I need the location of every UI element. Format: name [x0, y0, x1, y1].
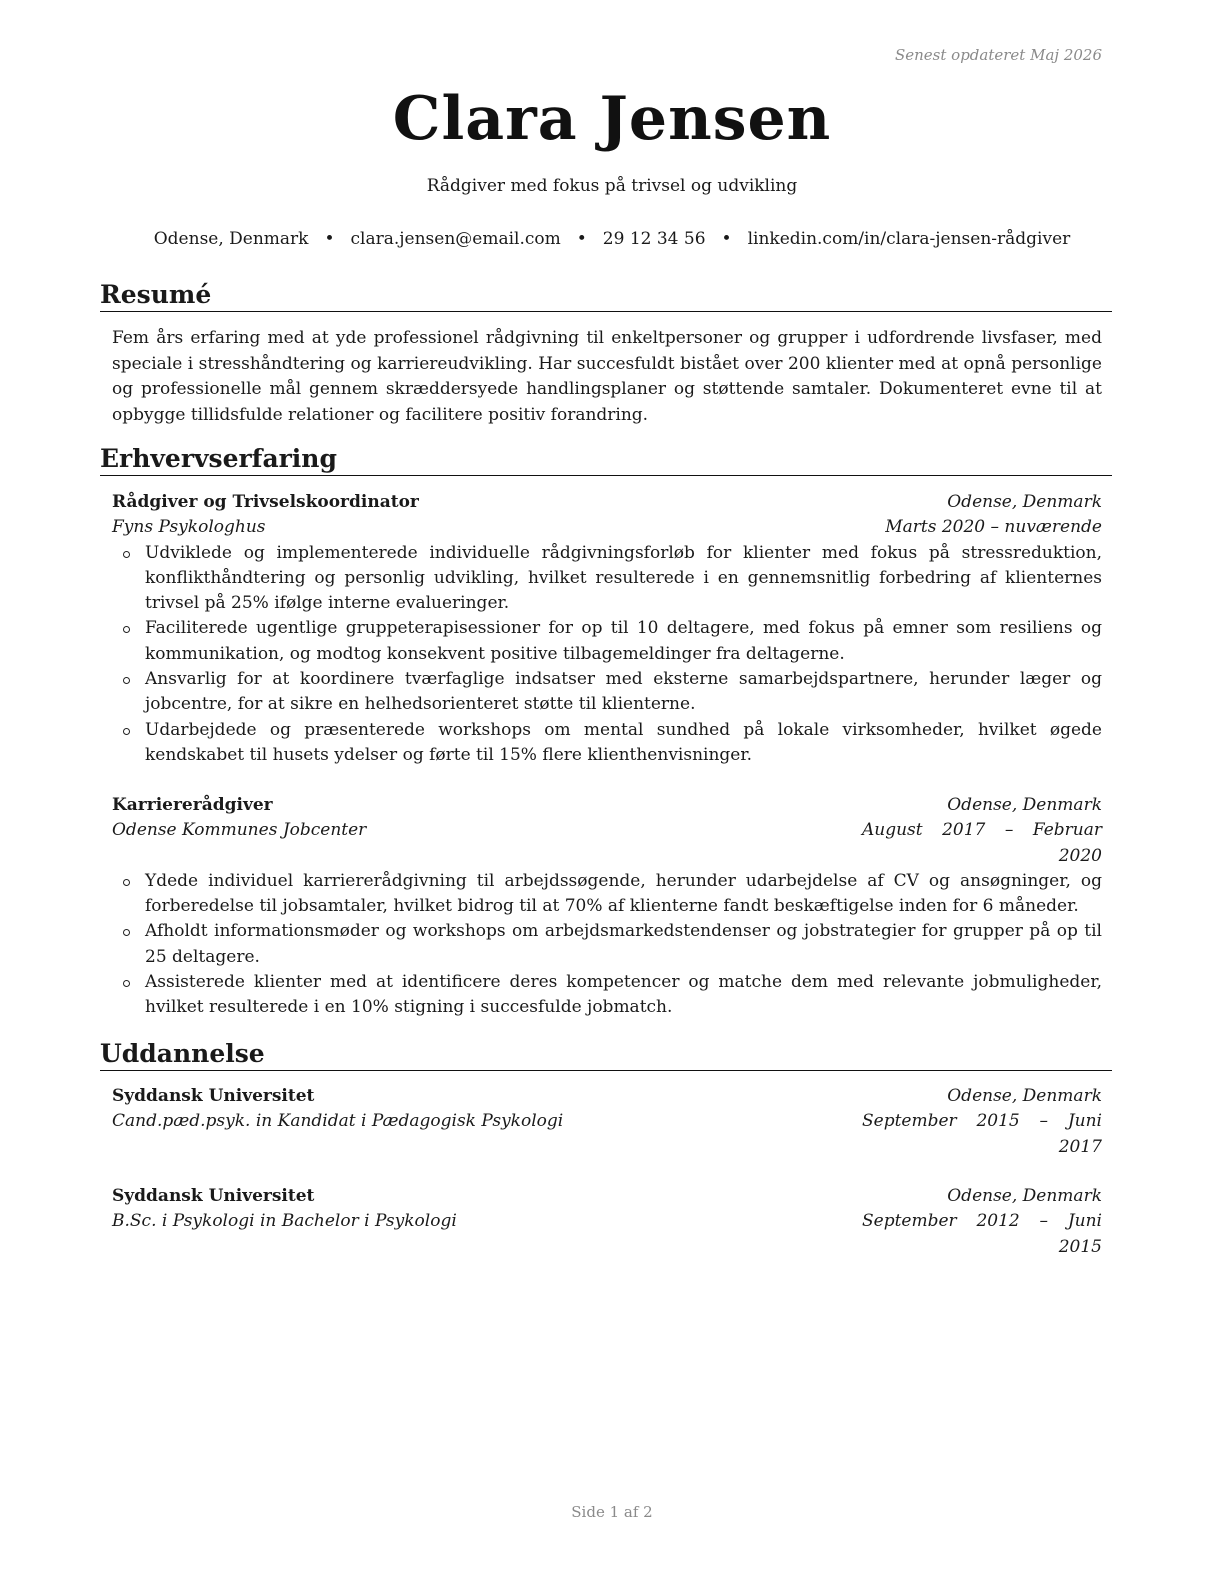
school-location: Odense, Denmark	[947, 1086, 1102, 1106]
candidate-tagline: Rådgiver med fokus på trivsel og udvikling	[426, 176, 798, 196]
education-dates: September 2015 – Juni 2017	[862, 1111, 1102, 1157]
job-bullet-text: Ydede individuel karriererådgivning til arbejdssøgende, herunder udarbejdelse af CV og ansøgninger, og forberedelse til jobsamtaler, hvilket bidrog til at 70% af klienterne fandt beskæftigelse inden for 6 måneder.	[145, 870, 1102, 917]
bullet-circle-icon	[123, 551, 130, 558]
page-number: Side 1 af 2	[571, 1503, 653, 1521]
education-entry	[112, 1184, 1102, 1260]
bullet-circle-icon	[123, 879, 130, 886]
job-bullet	[112, 541, 1102, 617]
job-location: Odense, Denmark	[947, 492, 1102, 512]
job-company: Odense Kommunes Jobcenter	[112, 820, 367, 841]
bullet-circle-icon	[123, 626, 130, 633]
education-dates: September 2012 – Juni 2015	[862, 1211, 1102, 1257]
job-bullet-text: Afholdt informationsmøder og workshops om arbejdsmarkedstendenser og jobstrategier for grupper på op til 25 deltagere.	[145, 921, 1102, 967]
job-title: Karriererådgiver	[112, 795, 273, 815]
last-updated-note: Senest opdateret Maj 2026	[894, 46, 1102, 64]
job-bullet	[112, 718, 1102, 769]
contact-phone: 29 12 34 56	[602, 229, 706, 249]
job-bullet	[112, 919, 1102, 970]
bullet-circle-icon	[123, 728, 130, 735]
section-title-education: Uddannelse	[100, 1039, 1112, 1071]
contact-linkedin[interactable]: linkedin.com/in/clara-jensen-rådgiver	[747, 229, 1071, 249]
section-title-experience: Erhvervserfaring	[100, 444, 1112, 476]
job-bullet-text: Udarbejdede og præsenterede workshops om mental sundhed på lokale virksomheder, hvilket øgede kendskabet til husets ydelser og førte til 15% flere klienthenvisninger.	[145, 719, 1102, 765]
job-dates: August 2017 – Februar 2020	[862, 820, 1102, 866]
school-location: Odense, Denmark	[947, 1186, 1102, 1206]
job-bullet	[112, 616, 1102, 667]
bullet-circle-icon	[123, 980, 130, 987]
job-company: Fyns Psykologhus	[112, 517, 266, 538]
summary-text: Fem års erfaring med at yde professionel rådgivning til enkeltpersoner og grupper i udfordrende livsfaser, med speciale i stresshåndtering og karriereudvikling. Har succesfuldt bistået over 200 klienter med at opnå personlige og professionelle mål gennem skræddersyede handlingsplaner og støttende samtaler. Dokumenteret evne til at opbygge tillidsfulde relationer og facilitere positiv forandring.	[112, 328, 1102, 425]
job-bullet-text: Faciliterede ugentlige gruppeterapisessioner for op til 10 deltagere, med fokus på emner som resiliens og kommunikation, og modtog konsekvent positive tilbagemeldinger fra deltagerne.	[145, 618, 1102, 664]
school-name: Syddansk Universitet	[112, 1086, 315, 1106]
experience-entry	[112, 490, 1102, 768]
job-location: Odense, Denmark	[947, 795, 1102, 815]
job-bullet-text: Ansvarlig for at koordinere tværfaglige indsatser med eksterne samarbejdspartnere, herunder læger og jobcentre, for at sikre en helhedsorienteret støtte til klienterne.	[145, 669, 1102, 715]
contact-separator: •	[324, 229, 335, 249]
degree-name: B.Sc. i Psykologi in Bachelor i Psykologi	[112, 1211, 457, 1232]
job-bullet	[112, 869, 1102, 920]
bullet-circle-icon	[123, 929, 130, 936]
contact-separator: •	[576, 229, 587, 249]
contact-location: Odense, Denmark	[153, 229, 309, 249]
job-dates: Marts 2020 – nuværende	[885, 517, 1102, 538]
degree-name: Cand.pæd.psyk. in Kandidat i Pædagogisk Psykologi	[112, 1111, 564, 1132]
job-bullet-list	[112, 869, 1102, 1021]
job-bullet-list	[112, 541, 1102, 769]
school-name: Syddansk Universitet	[112, 1186, 315, 1206]
job-bullet-text: Assisterede klienter med at identificere deres kompetencer og matche dem med relevante jobmuligheder, hvilket resulterede i en 10% stigning i succesfulde jobmatch.	[145, 972, 1102, 1018]
job-bullet	[112, 970, 1102, 1021]
contact-separator: •	[721, 229, 732, 249]
section-title-summary: Resumé	[100, 280, 1112, 312]
education-entry	[112, 1084, 1102, 1160]
candidate-name: Clara Jensen	[392, 84, 832, 154]
job-bullet	[112, 667, 1102, 718]
experience-entry	[112, 793, 1102, 1021]
job-bullet-text: Udviklede og implementerede individuelle rådgivningsforløb for klienter med fokus på stressreduktion, konflikthåndtering og personlig udvikling, hvilket resulterede i en gennemsnitlig forbedring af klienternes trivsel på 25% ifølge interne evalueringer.	[145, 542, 1102, 614]
bullet-circle-icon	[123, 677, 130, 684]
contact-email[interactable]: clara.jensen@email.com	[350, 229, 561, 249]
contact-line	[0, 229, 1224, 249]
job-title: Rådgiver og Trivselskoordinator	[112, 492, 419, 512]
